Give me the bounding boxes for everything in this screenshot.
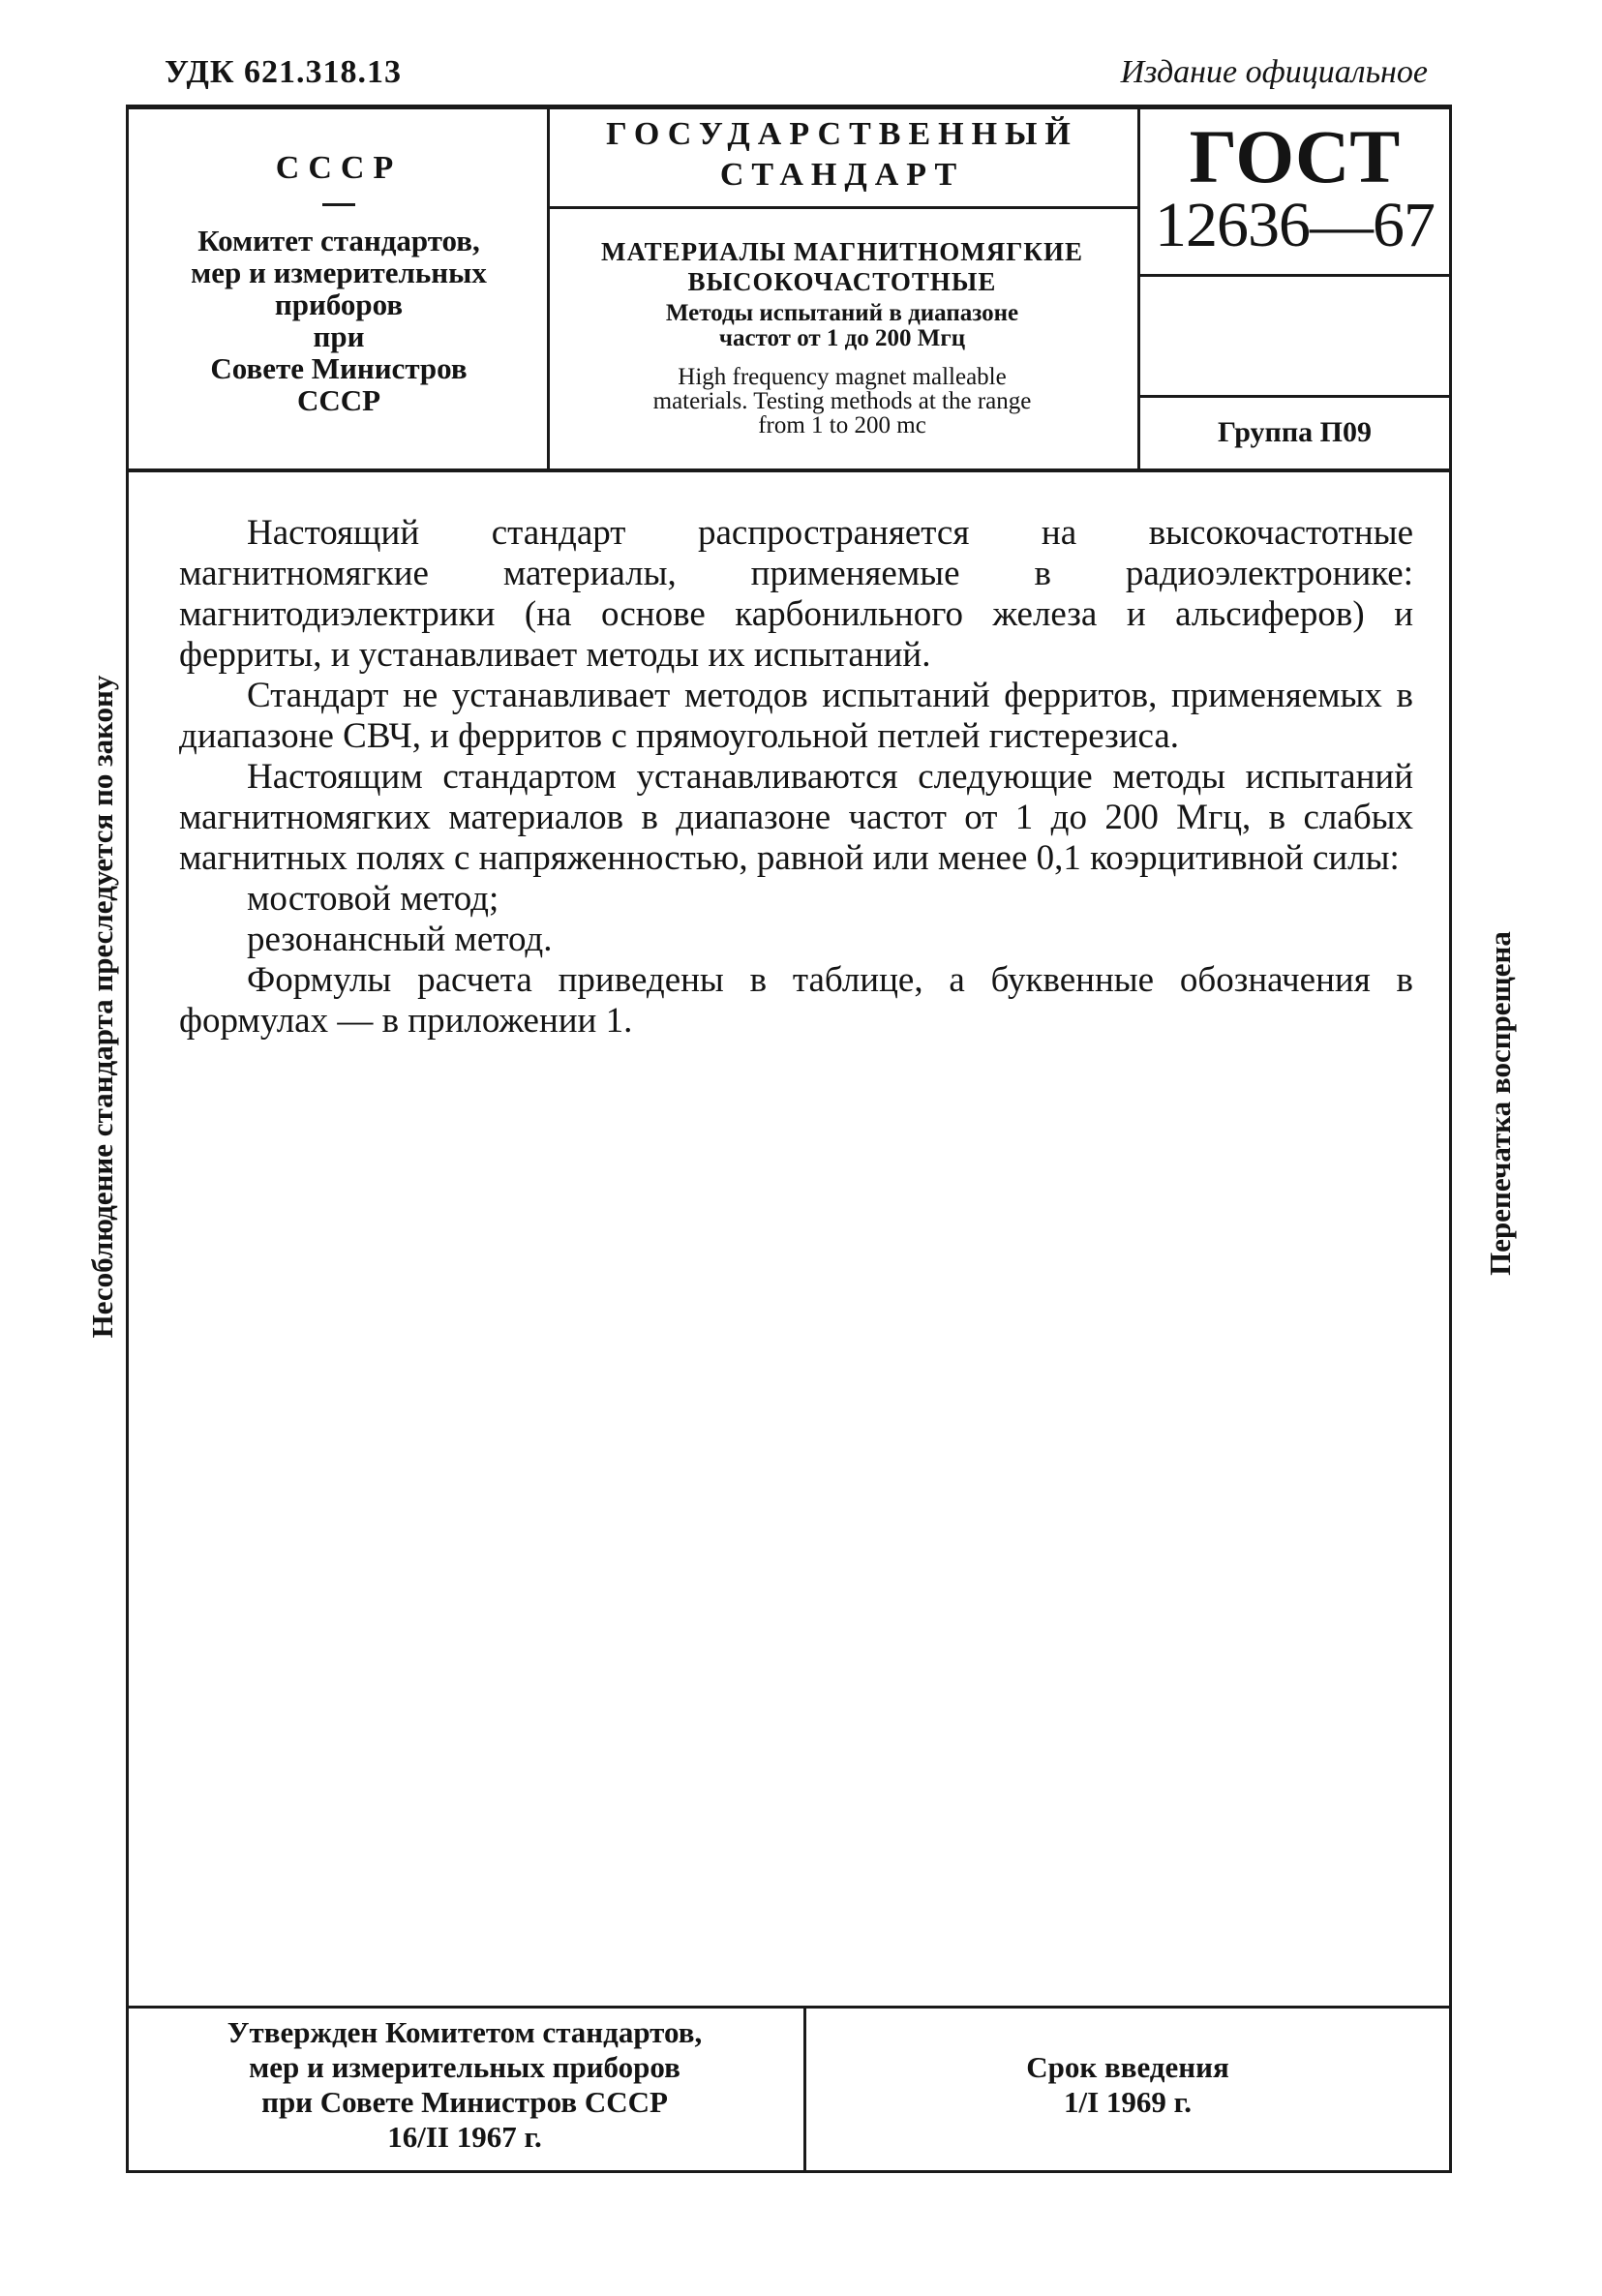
header-divider-right [1137, 109, 1140, 471]
approval-line: при Совете Министров СССР [261, 2085, 668, 2119]
body-paragraph: Настоящий стандарт распространяется на высокочастотные магнитномягкие материалы, применяемые в радиоэлектронике: магнитодиэлектрики (на основе карбонильного железа и альсиферов) и ферриты, и устанавливает методы их испытаний. [179, 513, 1413, 675]
body-list-item: мостовой метод; [247, 879, 499, 919]
gost-number: 12636—67 [1155, 190, 1435, 260]
effective-line: Срок введения [1026, 2050, 1229, 2084]
effective-date-block [813, 2050, 1442, 2120]
approval-line: Утвержден Комитетом стандартов, [227, 2015, 703, 2049]
header-divider-left [547, 109, 550, 471]
committee-line: при [313, 319, 365, 353]
committee-block [136, 225, 542, 416]
committee-line: мер и измерительных [191, 256, 487, 289]
udk-code: УДК 621.318.13 [165, 54, 403, 90]
footer-divider [803, 2009, 806, 2173]
subtitle-en-line: materials. Testing methods at the range [652, 388, 1032, 414]
subtitle-ru-line: частот от 1 до 200 Мгц [718, 325, 966, 351]
edition-label: Издание официальное [1120, 54, 1428, 90]
group-label: Группа П09 [1218, 416, 1372, 448]
state-standard-line: СТАНДАРТ [719, 157, 965, 193]
country-dash [322, 203, 355, 206]
header-right-rule-2 [1140, 395, 1452, 398]
approval-line: 16/II 1967 г. [387, 2120, 542, 2154]
committee-line: Комитет стандартов, [197, 224, 480, 257]
subtitle-ru-line: Методы испытаний в диапазоне [665, 300, 1019, 326]
approval-line: мер и измерительных приборов [249, 2050, 680, 2084]
body-list-item: резонансный метод. [247, 920, 553, 959]
title-line: ВЫСОКОЧАСТОТНЫЕ [687, 267, 997, 296]
state-standard-line: ГОСУДАРСТВЕННЫЙ [606, 116, 1078, 152]
standard-subtitle-ru [552, 301, 1133, 351]
gost-label: ГОСТ [1189, 114, 1401, 198]
standard-title [552, 237, 1133, 297]
side-notice-left: Несоблюдение стандарта преследуется по закону [85, 675, 119, 1339]
body-paragraph: Настоящим стандартом устанавливаются следующие методы испытаний магнитномягких материалов в диапазоне частот от 1 до 200 Мгц, в слабых магнитных полях с напряженностью, равной или менее 0,1 коэрцитивной силы: [179, 757, 1413, 878]
committee-line: Совете Министров [210, 351, 468, 385]
approval-block [136, 2015, 794, 2155]
footer-top-rule [126, 2006, 1452, 2009]
body-paragraph: Стандарт не устанавливает методов испытаний ферритов, применяемых в диапазоне СВЧ, и ферритов с прямоугольной петлей гистерезиса. [179, 676, 1413, 756]
header-bottom-rule [126, 468, 1452, 472]
committee-line: СССР [296, 383, 381, 417]
body-paragraph: Формулы расчета приведены в таблице, а буквенные обозначения в формулах — в приложении 1. [179, 960, 1413, 1041]
standard-subtitle-en [552, 365, 1133, 438]
subtitle-en-line: from 1 to 200 mc [758, 412, 926, 438]
state-standard-heading [552, 114, 1133, 196]
title-line: МАТЕРИАЛЫ МАГНИТНОМЯГКИЕ [601, 237, 1083, 266]
committee-line: приборов [274, 287, 404, 321]
country-label: СССР [275, 150, 403, 186]
side-notice-right: Перепечатка воспрещена [1483, 931, 1517, 1276]
effective-line: 1/I 1969 г. [1063, 2085, 1192, 2119]
header-center-rule [550, 206, 1137, 209]
body-text [179, 513, 1413, 1042]
header-right-rule-1 [1140, 274, 1452, 277]
subtitle-en-line: High frequency magnet malleable [678, 364, 1007, 390]
